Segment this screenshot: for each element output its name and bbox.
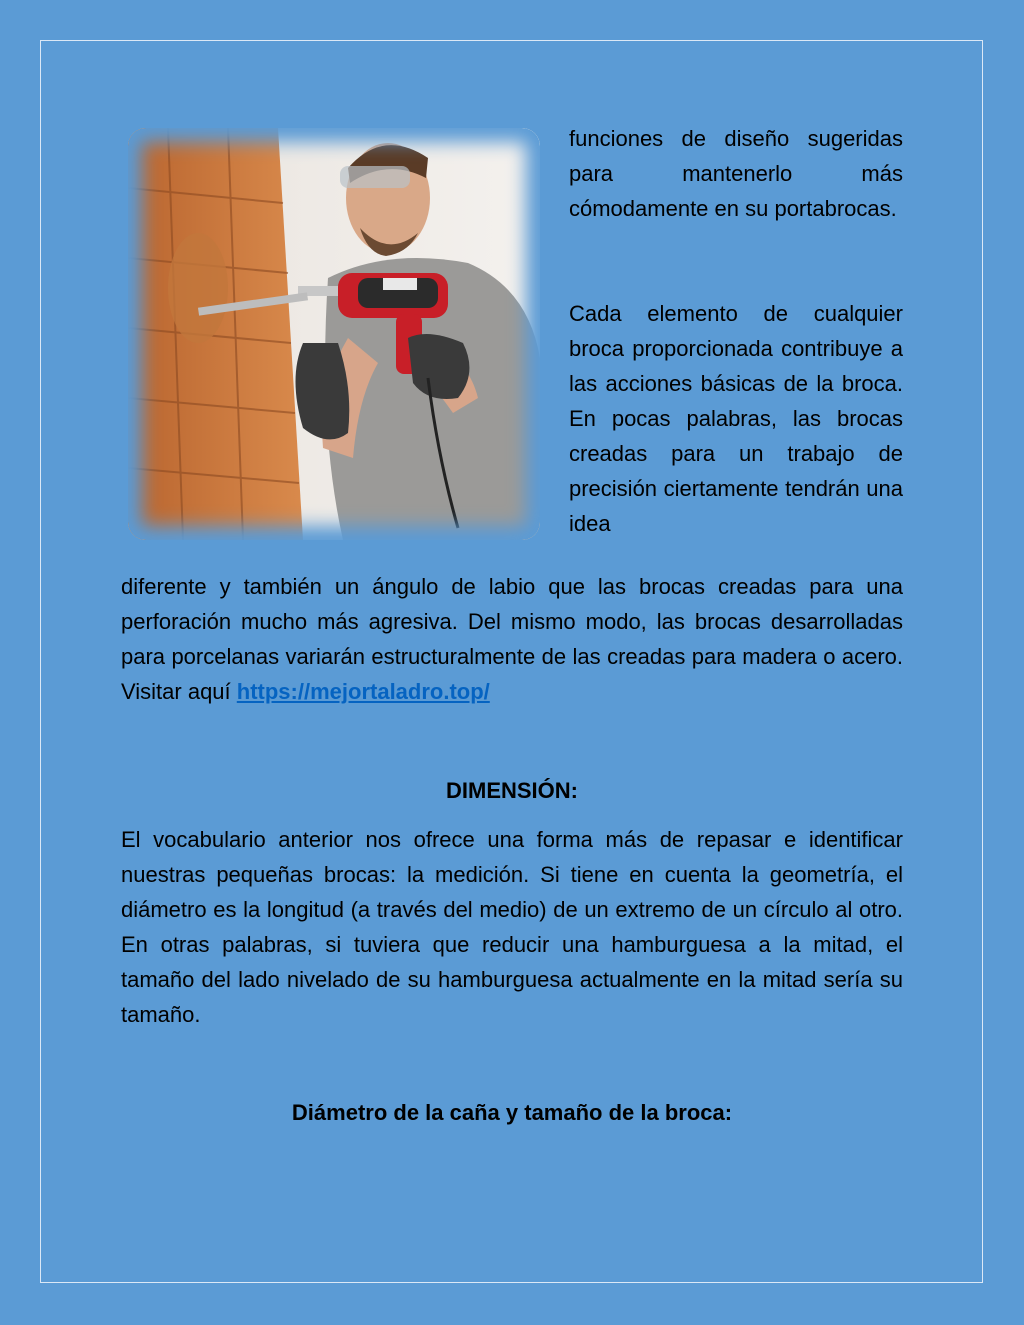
dimension-block xyxy=(121,822,903,1032)
diameter-heading: Diámetro de la caña y tamaño de la broca: xyxy=(291,1100,733,1125)
column-paragraph-1: funciones de diseño sugeridas para mantenerlo más cómodamente en su portabrocas. xyxy=(569,126,903,221)
continuation-block xyxy=(121,569,903,709)
continuation-text: diferente y también un ángulo de labio que las brocas creadas para una perforación mucho más agresiva. Del mismo modo, las brocas desarrolladas para porcelanas variarán estructuralmente de las creadas para madera o acero. Visitar aquí xyxy=(121,574,903,704)
side-column-text xyxy=(569,121,903,541)
man-drilling-wall-image xyxy=(128,128,540,540)
dimension-paragraph: El vocabulario anterior nos ofrece una forma más de repasar e identificar nuestras pequeñas brocas: la medición. Si tiene en cuenta la geometría, el diámetro es la longitud (a través del medio) de un extremo de un círculo al otro. En otras palabras, si tuviera que reducir una hamburguesa a la mitad, el tamaño del lado nivelado de su hamburguesa actualmente en la mitad sería su tamaño. xyxy=(121,827,903,1027)
column-paragraph-2: Cada elemento de cualquier broca proporcionada contribuye a las acciones básicas de la broca. En pocas palabras, las brocas creadas para un trabajo de precisión ciertamente tendrán una idea xyxy=(569,301,903,536)
dimension-heading: DIMENSIÓN: xyxy=(446,778,578,803)
drill-photo xyxy=(128,128,540,540)
continuation-paragraph xyxy=(121,569,903,709)
mejortaladro-link[interactable]: https://mejortaladro.top/ xyxy=(236,679,490,704)
